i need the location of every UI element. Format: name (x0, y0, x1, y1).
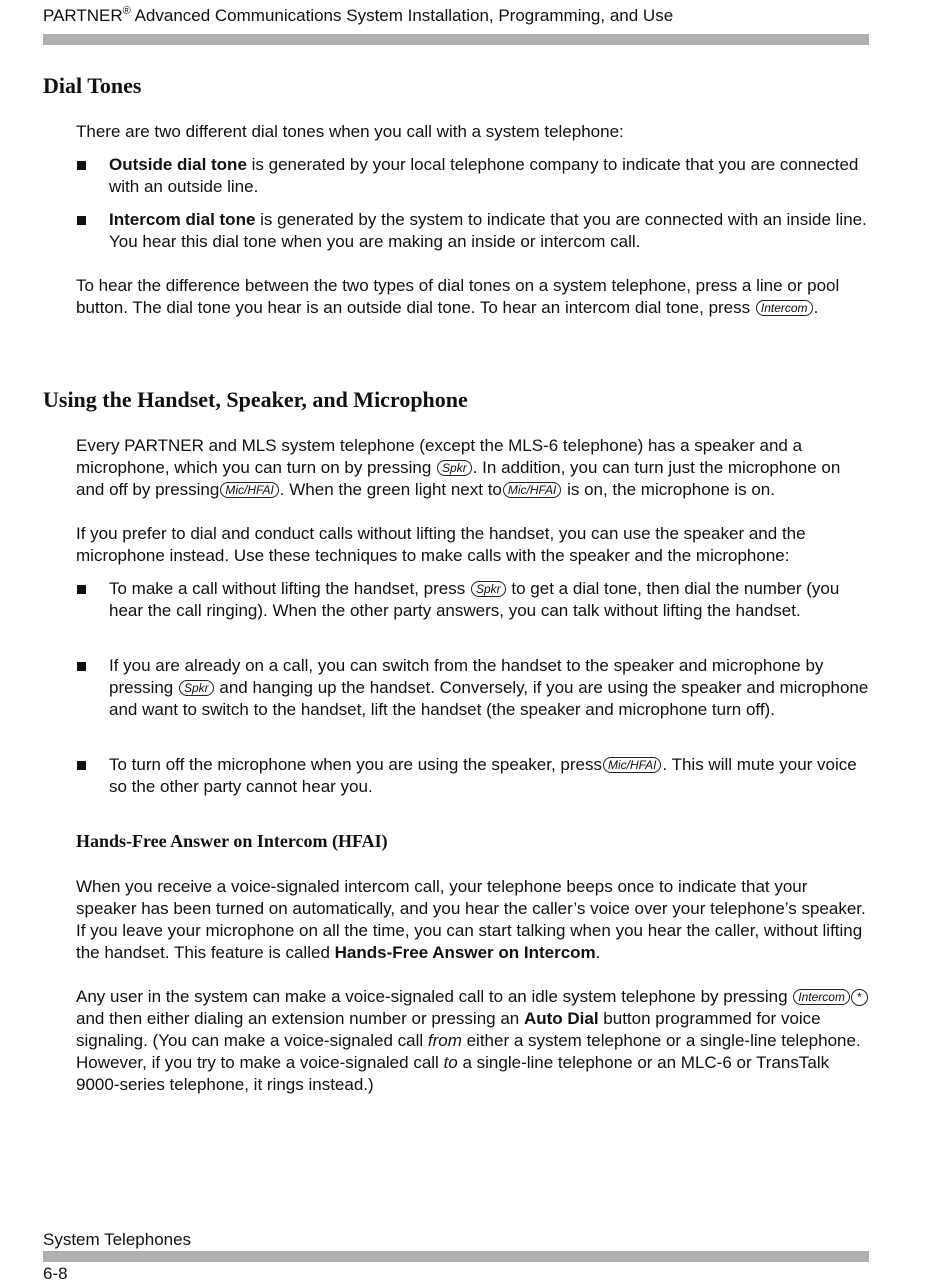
handset-paragraph-1 (76, 435, 869, 501)
mic-hfai-key-icon: Mic/HFAI (503, 482, 561, 498)
spkr-key-icon: Spkr (471, 581, 506, 597)
hfai-paragraph-1 (76, 876, 869, 964)
mic-hfai-key-icon: Mic/HFAI (220, 482, 278, 498)
header-brand: PARTNER (43, 6, 123, 25)
list-item-text: If you are already on a call, you can switch from the handset to the speaker and microphone by pressing (109, 656, 824, 697)
paragraph-text: . (595, 943, 601, 962)
bullet-square-icon (76, 154, 109, 176)
footer-rule (43, 1251, 869, 1262)
emphasis-text: from (427, 1031, 462, 1050)
list-item-text: is generated by the system to indicate that you are connected with an inside line. You hear this dial tone when you are making an inside or intercom call. (109, 210, 867, 251)
bullet-square-icon (76, 209, 109, 231)
intercom-key-icon: Intercom (793, 989, 850, 1005)
paragraph-text: . (813, 298, 819, 317)
list-item-text: and hanging up the handset. Conversely, if you are using the speaker and microphone and want to switch to the handset, lift the handset (the speaker and microphone turn off). (109, 678, 869, 719)
paragraph-text: a single-line telephone or an MLC-6 or TransTalk 9000-series telephone, it rings instead.) (76, 1053, 830, 1094)
term-bold: Outside dial tone (109, 155, 247, 174)
term-bold: Auto Dial (523, 1009, 599, 1028)
paragraph-text: and then either dialing an extension number or pressing an (76, 1009, 524, 1028)
term-bold: Hands-Free Answer on Intercom (334, 943, 596, 962)
spkr-key-icon: Spkr (179, 680, 214, 696)
list-item-text: To make a call without lifting the handset, press (109, 579, 470, 598)
registered-mark: ® (122, 5, 131, 17)
running-header (43, 5, 673, 27)
list-item-text: . This will mute your voice so the other party cannot hear you. (109, 755, 857, 796)
hfai-paragraph-2 (76, 986, 869, 1096)
dial-tones-intro: There are two different dial tones when you call with a system telephone: (76, 122, 624, 141)
spkr-key-icon: Spkr (437, 460, 472, 476)
list-item-text: is generated by your local telephone company to indicate that you are connected with an outside line. (109, 155, 859, 196)
list-item-text: To turn off the microphone when you are using the speaker, press (109, 755, 602, 774)
star-key-icon: * (851, 989, 868, 1006)
mic-hfai-key-icon: Mic/HFAI (603, 757, 661, 773)
paragraph-text: is on, the microphone is on. (562, 480, 775, 499)
page-number: 6-8 (43, 1264, 68, 1283)
bullet-square-icon (76, 754, 109, 776)
handset-heading: Using the Handset, Speaker, and Microphone (43, 387, 468, 412)
dial-tones-difference (76, 275, 869, 319)
paragraph-text: Any user in the system can make a voice-signaled call to an idle system telephone by pressing (76, 987, 793, 1006)
footer-section-title: System Telephones (43, 1230, 192, 1249)
list-item (76, 209, 869, 253)
list-item (76, 578, 869, 622)
header-title: Advanced Communications System Installation, Programming, and Use (130, 6, 674, 25)
bullet-square-icon (76, 655, 109, 677)
bullet-square-icon (76, 578, 109, 600)
hfai-heading: Hands-Free Answer on Intercom (HFAI) (76, 831, 388, 851)
paragraph-text: button programmed for voice signaling. (You can make a voice-signaled call (76, 1009, 821, 1050)
paragraph-text: To hear the difference between the two types of dial tones on a system telephone, press a line or pool button. The dial tone you hear is an outside dial tone. To hear an intercom dial tone, press (76, 276, 840, 317)
list-item (76, 754, 869, 798)
list-item (76, 655, 869, 721)
paragraph-text: Every PARTNER and MLS system telephone (except the MLS-6 telephone) has a speaker and a microphone, which you can turn on by pressing (76, 436, 803, 477)
header-rule (43, 34, 869, 45)
emphasis-text: to (443, 1053, 458, 1072)
list-item (76, 154, 869, 198)
dial-tones-heading: Dial Tones (43, 73, 142, 98)
intercom-key-icon: Intercom (756, 300, 813, 316)
paragraph-text: When you receive a voice-signaled intercom call, your telephone beeps once to indicate that your speaker has been turned on automatically, and you hear the caller’s voice over your telephone’s speaker. If you leave your microphone on all the time, you can start talking when you hear the caller, without lifting the handset. This feature is called (76, 877, 866, 962)
paragraph-text: . When the green light next to (279, 480, 502, 499)
paragraph-text: either a system telephone or a single-line telephone. However, if you try to make a voice-signaled call (76, 1031, 861, 1072)
handset-paragraph-2: If you prefer to dial and conduct calls without lifting the handset, you can use the speaker and the microphone instead. Use these techniques to make calls with the speaker and the microphone: (76, 524, 806, 565)
term-bold: Intercom dial tone (109, 210, 256, 229)
paragraph-text: . In addition, you can turn just the microphone on and off by pressing (76, 458, 841, 499)
list-item-text: to get a dial tone, then dial the number (you hear the call ringing). When the other party answers, you can talk without lifting the handset. (109, 579, 840, 620)
